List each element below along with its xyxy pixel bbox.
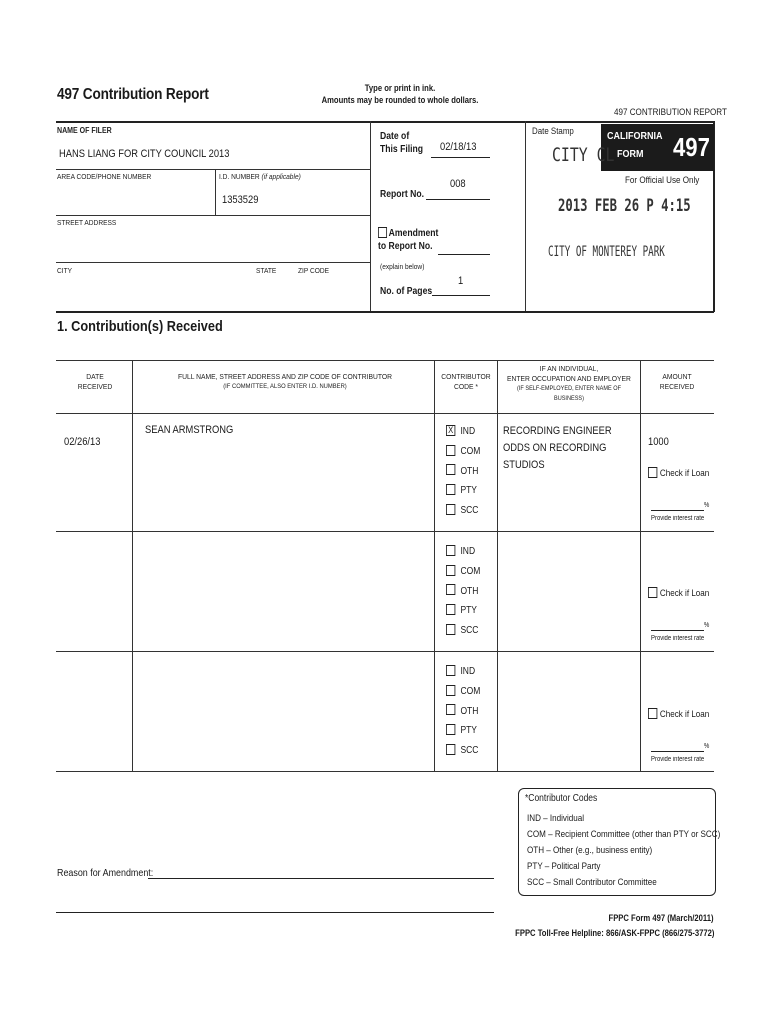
table-top-line xyxy=(56,360,714,361)
col-divider-date xyxy=(132,360,133,772)
city-label: CITY xyxy=(57,266,73,275)
divider-filer-filing xyxy=(370,121,371,311)
legend-item-com: COM – Recipient Committee (other than PTY or SCC) xyxy=(527,829,721,840)
received-stamp-line2: 2013 FEB 26 P 4:15 xyxy=(558,196,691,216)
row3-bottom-line xyxy=(56,771,714,772)
row1-contributor-name[interactable]: SEAN ARMSTRONG xyxy=(145,424,234,436)
col-header-occupation: IF AN INDIVIDUAL, ENTER OCCUPATION AND EMPLOYER (IF SELF-EMPLOYED, ENTER NAME OF BUSINESS) xyxy=(507,364,631,402)
state-label: STATE xyxy=(256,266,277,275)
filer-name-line xyxy=(56,169,370,170)
row2-loan-checkbox[interactable] xyxy=(648,587,657,598)
row3-code-pty-checkbox[interactable] xyxy=(446,724,455,735)
row1-code-oth-checkbox[interactable] xyxy=(446,464,455,475)
row1-code-scc-checkbox[interactable] xyxy=(446,504,455,515)
row1-percent: % xyxy=(704,502,710,509)
row2-rate-line xyxy=(651,630,704,631)
row1-bottom-line xyxy=(56,531,714,532)
report-no-line xyxy=(426,199,490,200)
filer-name-label: NAME OF FILER xyxy=(57,126,112,135)
row1-rate-line xyxy=(651,510,704,511)
row1-loan-checkbox[interactable] xyxy=(648,467,657,478)
street-address-label: STREET ADDRESS xyxy=(57,218,117,227)
row3-loan-checkbox[interactable] xyxy=(648,708,657,719)
date-of-filing-value[interactable]: 02/18/13 xyxy=(440,141,477,153)
footer-form-version: FPPC Form 497 (March/2011) xyxy=(608,913,714,923)
row1-code-ind-checkbox[interactable]: X xyxy=(446,425,455,436)
row3-contributor-codes[interactable]: IND COM OTH PTY SCC xyxy=(446,662,480,761)
received-stamp-line1: CITY CL xyxy=(552,144,615,166)
row1-code-pty-checkbox[interactable] xyxy=(446,484,455,495)
row3-code-com-checkbox[interactable] xyxy=(446,685,455,696)
row2-loan-check[interactable]: Check if Loan xyxy=(648,588,709,599)
row2-code-scc-checkbox[interactable] xyxy=(446,624,455,635)
pages-line xyxy=(432,295,490,296)
ink-instructions xyxy=(315,82,485,106)
col-divider-code xyxy=(497,360,498,772)
row1-occupation[interactable]: RECORDING ENGINEER ODDS ON RECORDING STUDIOS xyxy=(503,425,612,471)
row3-code-scc-checkbox[interactable] xyxy=(446,744,455,755)
col-divider-name xyxy=(434,360,435,772)
amendment-reason-line1[interactable] xyxy=(148,878,494,879)
zip-code-label: ZIP CODE xyxy=(298,266,330,275)
col-divider-occupation xyxy=(640,360,641,772)
col-header-date: DATE RECEIVED xyxy=(77,372,113,391)
ink-note-line2: Amounts may be rounded to whole dollars. xyxy=(321,95,479,105)
pages-label: No. of Pages xyxy=(380,285,433,297)
legend-item-oth: OTH – Other (e.g., business entity) xyxy=(527,845,653,856)
header-bottom-border xyxy=(56,311,714,313)
row2-bottom-line xyxy=(56,651,714,652)
id-number-label: I.D. NUMBER (if applicable) xyxy=(219,172,301,181)
date-of-filing-label: Date of This Filing xyxy=(380,130,424,155)
row1-date[interactable]: 02/26/13 xyxy=(64,436,101,448)
row1-amount[interactable]: 1000 xyxy=(648,436,669,448)
ink-note-line1: Type or print in ink. xyxy=(364,83,436,93)
official-use-label: For Official Use Only xyxy=(625,175,700,186)
phone-label: AREA CODE/PHONE NUMBER xyxy=(57,172,152,181)
row3-rate-label: Provide interest rate xyxy=(651,756,705,763)
row2-code-oth-checkbox[interactable] xyxy=(446,584,455,595)
date-stamp-label: Date Stamp xyxy=(532,126,574,136)
amendment-reason-label: Reason for Amendment: xyxy=(57,867,154,879)
row1-rate-label: Provide interest rate xyxy=(651,515,705,522)
row3-percent: % xyxy=(704,743,710,750)
row2-contributor-codes[interactable]: IND COM OTH PTY SCC xyxy=(446,542,480,641)
amendment-checkbox[interactable] xyxy=(378,227,387,238)
report-no-label: Report No. xyxy=(380,188,425,200)
row2-code-com-checkbox[interactable] xyxy=(446,565,455,576)
divider-filing-stamp xyxy=(525,121,526,311)
table-header-line xyxy=(56,413,714,414)
id-number-value[interactable]: 1353529 xyxy=(222,194,259,206)
phone-id-divider xyxy=(215,169,216,215)
street-line xyxy=(56,262,370,263)
legend-item-ind: IND – Individual xyxy=(527,813,585,824)
row3-code-oth-checkbox[interactable] xyxy=(446,704,455,715)
form-name-right: 497 CONTRIBUTION REPORT xyxy=(614,107,727,118)
row2-rate-label: Provide interest rate xyxy=(651,635,705,642)
filer-name-value[interactable]: HANS LIANG FOR CITY COUNCIL 2013 xyxy=(59,148,230,160)
california-form-badge: CALIFORNIA FORM 497 xyxy=(601,124,714,171)
row1-code-com-checkbox[interactable] xyxy=(446,445,455,456)
row1-contributor-codes[interactable]: X IND COM OTH PTY SCC xyxy=(446,422,480,521)
amendment-checkbox-label[interactable]: Amendment to Report No. xyxy=(378,227,439,252)
received-stamp-line3: CITY OF MONTEREY PARK xyxy=(548,244,665,260)
contributor-codes-legend xyxy=(518,788,721,896)
row2-percent: % xyxy=(704,622,710,629)
col-header-code: CONTRIBUTOR CODE * xyxy=(441,372,491,391)
legend-item-pty: PTY – Political Party xyxy=(527,861,601,872)
pages-value[interactable]: 1 xyxy=(458,275,464,287)
section-title: 1. Contribution(s) Received xyxy=(57,318,223,335)
phone-line xyxy=(56,215,370,216)
date-of-filing-line xyxy=(431,157,490,158)
row3-rate-line xyxy=(651,751,704,752)
col-header-name: FULL NAME, STREET ADDRESS AND ZIP CODE OF CONTRIBUTOR (IF COMMITTEE, ALSO ENTER I.D. NUMBER) xyxy=(178,372,392,390)
amendment-note: (explain below) xyxy=(380,262,425,271)
report-no-value[interactable]: 008 xyxy=(450,178,466,190)
form-title: 497 Contribution Report xyxy=(57,86,209,103)
legend-title: *Contributor Codes xyxy=(525,793,598,804)
row1-loan-check[interactable]: Check if Loan xyxy=(648,468,709,479)
amendment-reason-line2[interactable] xyxy=(56,912,494,913)
amendment-report-line xyxy=(438,254,490,255)
row3-code-ind-checkbox[interactable] xyxy=(446,665,455,676)
row2-code-ind-checkbox[interactable] xyxy=(446,545,455,556)
footer-helpline: FPPC Toll-Free Helpline: 866/ASK-FPPC (866/275-3772) xyxy=(514,928,714,938)
row3-loan-check[interactable]: Check if Loan xyxy=(648,709,709,720)
top-border xyxy=(56,121,714,123)
legend-item-scc: SCC – Small Contributor Committee xyxy=(527,877,657,888)
row2-code-pty-checkbox[interactable] xyxy=(446,604,455,615)
col-header-amount: AMOUNT RECEIVED xyxy=(659,372,695,391)
